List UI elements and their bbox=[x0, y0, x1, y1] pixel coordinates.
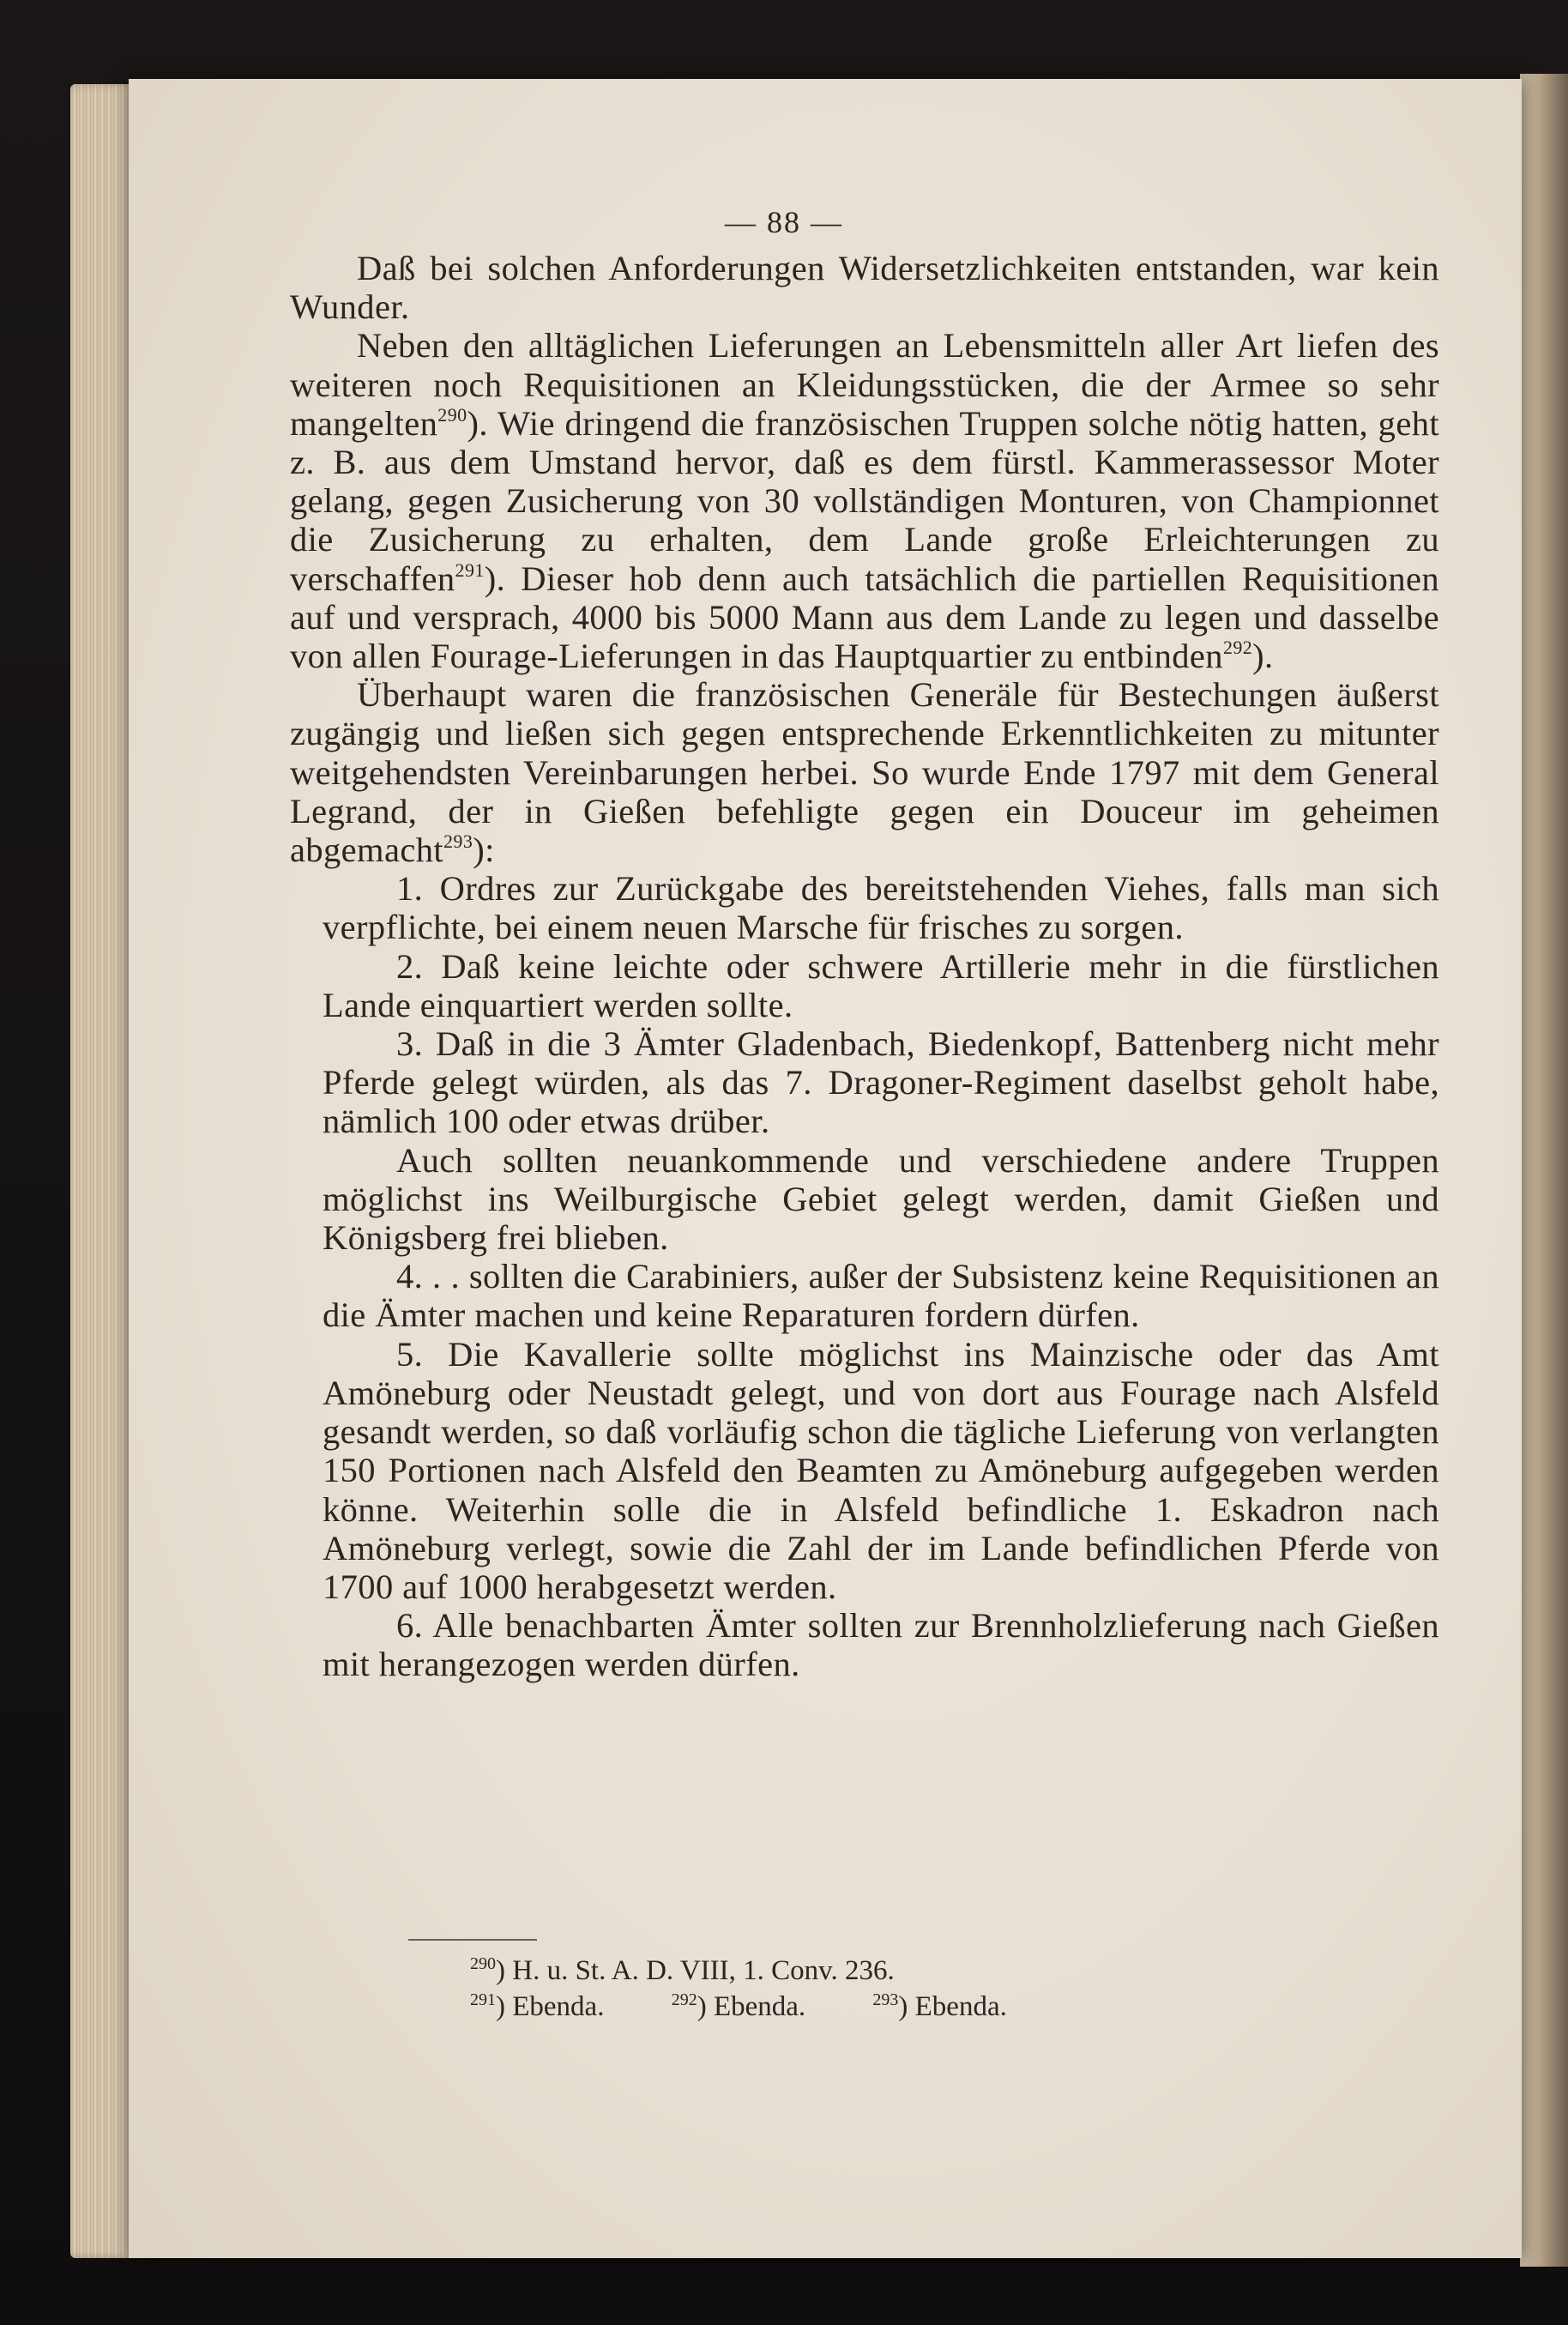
page-number: — 88 — bbox=[725, 205, 843, 239]
footnote-292 bbox=[672, 1989, 805, 2025]
footnote-290 bbox=[470, 1953, 895, 1989]
footnote-separator bbox=[408, 1939, 537, 1941]
book-page-edges bbox=[70, 84, 137, 2258]
footnote-ref-293: 293 bbox=[443, 830, 473, 853]
footnote-mark: 290 bbox=[470, 1954, 496, 1973]
footnote-mark: 291 bbox=[470, 1990, 496, 2009]
footnote-text: ) Ebenda. bbox=[898, 1991, 1007, 2022]
footnote-text: ) Ebenda. bbox=[496, 1991, 605, 2022]
list-item-5: 5. Die Kavallerie sollte möglichst ins Mainzische oder das Amt Amöneburg oder Neustadt gelegt, und von dort aus Fourage nach Alsfeld gesandt werden, so daß vorläufig schon die tägliche Lieferung von verlangten 150 Portionen nach Alsfeld den Beamten zu Amöneburg aufgegeben werden könne. Weiterhin solle die in Alsfeld befindliche 1. Eskadron nach Amöneburg verlegt, sowie die Zahl der im Lande befindlichen Pferde von 1700 auf 1000 herabgesetzt werden. bbox=[323, 1334, 1439, 1606]
book-right-edge bbox=[1520, 74, 1568, 2267]
list-item-3-continuation: Auch sollten neuankommende und verschiedene andere Truppen möglichst ins Weilburgische Gebiet gelegt werden, damit Gießen und Königsberg frei blieben. bbox=[323, 1140, 1439, 1258]
footnote-293 bbox=[872, 1989, 1006, 2025]
body-text bbox=[290, 249, 1439, 1684]
footnote-row-2 bbox=[470, 1989, 1414, 2025]
footnote-ref-291: 291 bbox=[455, 559, 485, 581]
list-item-4: 4. . . sollten die Carabiniers, außer der Subsistenz keine Requisitionen an die Ämter machen und keine Reparaturen fordern dürfen. bbox=[323, 1257, 1439, 1335]
footnote-text: ) H. u. St. A. D. VIII, 1. Conv. 236. bbox=[496, 1955, 895, 1986]
footnote-text: ) Ebenda. bbox=[697, 1991, 806, 2022]
paragraph-2 bbox=[290, 326, 1439, 675]
list-item-6: 6. Alle benachbarten Ämter sollten zur Brennholzlieferung nach Gießen mit herangezogen werden dürfen. bbox=[323, 1606, 1439, 1684]
list-item-2: 2. Daß keine leichte oder schwere Artillerie mehr in die fürstlichen Lande einquartiert werden sollte. bbox=[323, 946, 1439, 1024]
footnote-row-1 bbox=[470, 1953, 1414, 1989]
paragraph-2-text-d: ). bbox=[1252, 637, 1274, 676]
list-item-3: 3. Daß in die 3 Ämter Gladenbach, Biedenkopf, Battenberg nicht mehr Pferde gelegt würden, als das 7. Dragoner-Regiment daselbst geholt habe, nämlich 100 oder etwas drüber. bbox=[323, 1024, 1439, 1141]
paragraph-1-text: Daß bei solchen Anforderungen Widersetzlichkeiten entstanden, war kein Wunder. bbox=[290, 249, 1439, 327]
footnote-ref-292: 292 bbox=[1222, 637, 1253, 659]
footnote-mark: 292 bbox=[671, 1990, 697, 2009]
paragraph-3-text-a: Überhaupt waren die französischen Generäle für Bestechungen äußerst zugängig und ließen sich gegen entsprechende Erkenntlichkeiten zu mitunter weitgehendsten Vereinbarungen herbei. So wurde Ende 1797 mit dem General Legrand, der in Gießen befehligte gegen ein Douceur im geheimen abgemacht bbox=[290, 675, 1439, 870]
paragraph-3-text-b: ): bbox=[473, 830, 495, 870]
paragraph-2-text-b: ). Wie dringend die französischen Truppen solche nötig hatten, geht z. B. aus dem Umstand hervor, daß es dem fürstl. Kammerassessor Moter gelang, gegen Zusicherung von 30 vollständigen Monturen, von Championnet die Zusicherung zu erhalten, dem Lande große Erleichterungen zu verschaffen bbox=[290, 403, 1439, 598]
paragraph-2-text-a: Neben den alltäglichen Lieferungen an Lebensmitteln aller Art liefen des weiteren noch Requisitionen an Kleidungsstücken, die der Armee so sehr mangelten bbox=[290, 326, 1439, 443]
list-item-1: 1. Ordres zur Zurückgabe des bereitstehenden Viehes, falls man sich verpflichte, bei einem neuen Marsche für frisches zu sorgen. bbox=[323, 869, 1439, 947]
paragraph-1 bbox=[290, 249, 1439, 326]
footnote-ref-290: 290 bbox=[437, 403, 467, 426]
paragraph-3 bbox=[290, 675, 1439, 869]
paragraph-2-text-c: ). Dieser hob denn auch tatsächlich die partiellen Requisitionen auf und versprach, 4000 bis 5000 Mann aus dem Lande zu legen und dasselbe von allen Fourage-Lieferungen in das Hauptquartier zu entbinden bbox=[290, 559, 1439, 676]
footnote-mark: 293 bbox=[872, 1990, 899, 2009]
footnotes bbox=[470, 1953, 1414, 2025]
footnote-291 bbox=[470, 1989, 604, 2025]
